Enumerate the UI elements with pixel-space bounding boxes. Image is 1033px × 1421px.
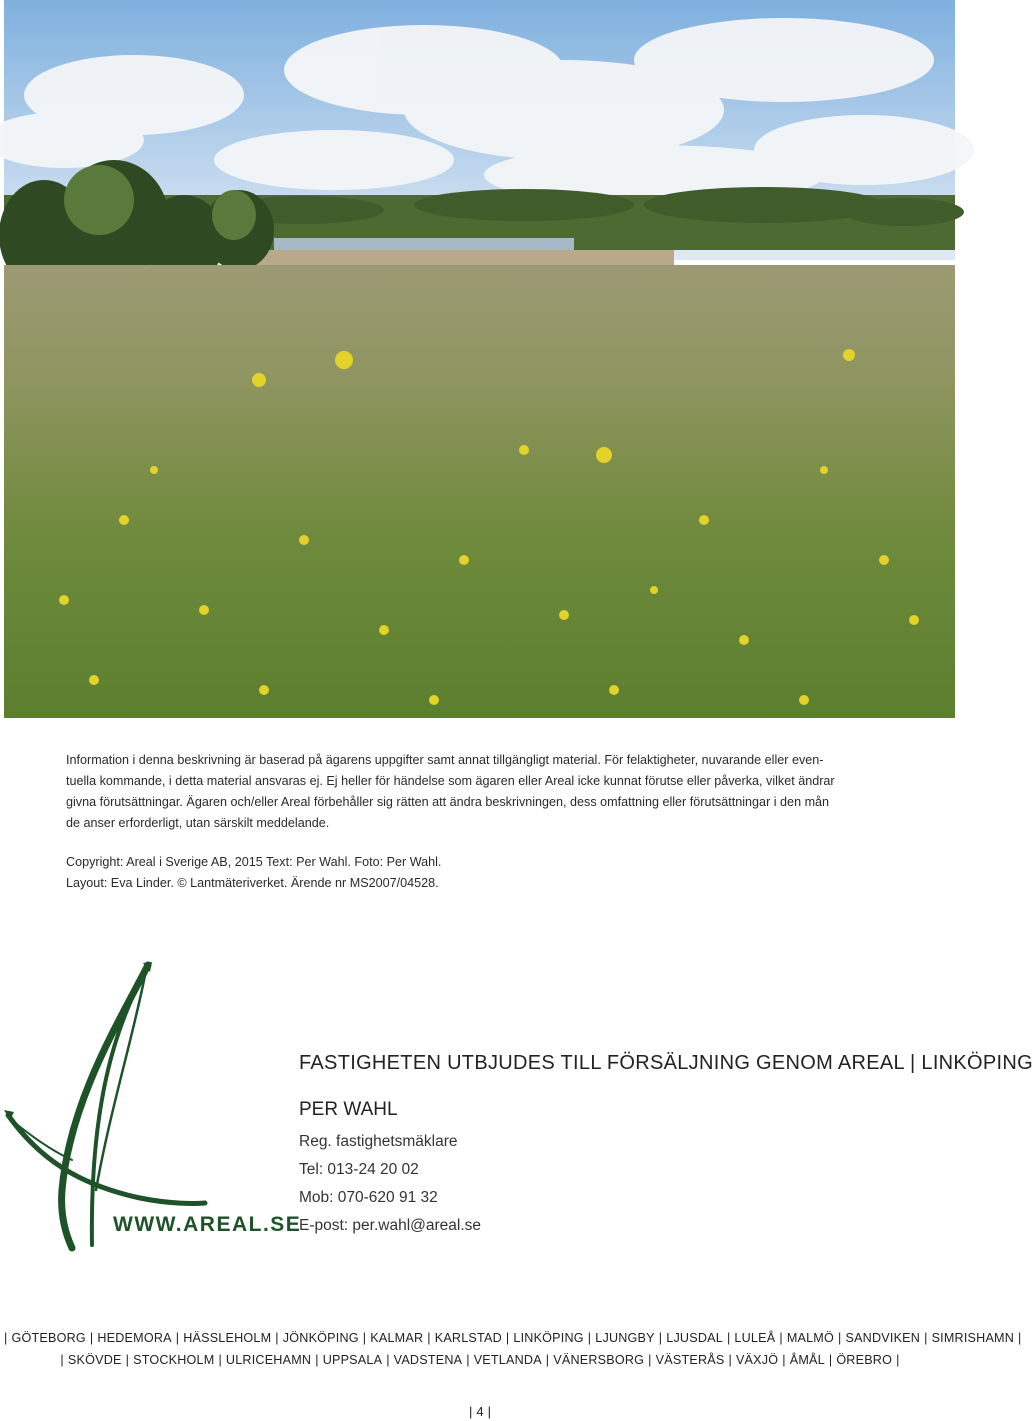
office-link[interactable]: SIMRISHAMN xyxy=(931,1331,1015,1345)
office-link[interactable]: UPPSALA xyxy=(322,1353,383,1367)
office-link[interactable]: LULEÅ xyxy=(734,1331,776,1345)
office-link[interactable]: ÅMÅL xyxy=(789,1353,825,1367)
office-link[interactable]: VADSTENA xyxy=(393,1353,463,1367)
areal-logo xyxy=(0,960,302,1260)
office-link[interactable]: HÄSSLEHOLM xyxy=(183,1331,272,1345)
disclaimer-line: Information i denna beskrivning är baserad på ägarens uppgifter samt annat tillgängligt material. För felaktigheter, nuvarande eller even- xyxy=(66,753,824,767)
office-list-row-1: | GÖTEBORG | HEDEMORA | HÄSSLEHOLM | JÖNKÖPING | KALMAR | KARLSTAD | LINKÖPING | LJUNGBY | LJUSDAL | LULEÅ | MALMÖ | SANDVIKEN | SIMRISHAMN | xyxy=(4,1331,1022,1345)
office-link[interactable]: VÄXJÖ xyxy=(735,1353,779,1367)
website-url[interactable]: WWW.AREAL.SE xyxy=(113,1213,302,1236)
office-link[interactable]: VÄSTERÅS xyxy=(655,1353,725,1367)
office-link[interactable]: KARLSTAD xyxy=(434,1331,502,1345)
office-link[interactable]: ULRICEHAMN xyxy=(225,1353,312,1367)
office-link[interactable]: HEDEMORA xyxy=(97,1331,172,1345)
disclaimer-line: de anser erforderligt, utan särskilt meddelande. xyxy=(66,816,330,830)
disclaimer-text xyxy=(66,750,876,834)
landscape-photo xyxy=(4,0,955,718)
credits-line-layout: Layout: Eva Linder. © Lantmäteriverket. Ärende nr MS2007/04528. xyxy=(66,876,439,890)
office-link[interactable]: VÄNERSBORG xyxy=(553,1353,645,1367)
sale-headline: FASTIGHETEN UTBJUDES TILL FÖRSÄLJNING GENOM AREAL | LINKÖPING xyxy=(299,1052,1033,1074)
office-link[interactable]: SKÖVDE xyxy=(67,1353,122,1367)
credits xyxy=(66,852,766,894)
office-link[interactable]: ÖREBRO xyxy=(836,1353,893,1367)
agent-name: PER WAHL xyxy=(299,1099,398,1120)
credits-line-copyright: Copyright: Areal i Sverige AB, 2015 Text: Per Wahl. Foto: Per Wahl. xyxy=(66,855,442,869)
disclaimer-line: tuella kommande, i detta material ansvaras ej. Ej heller för händelse som ägaren eller Areal icke kunnat förutse eller påverka, vilket ändrar xyxy=(66,774,835,788)
agent-title: Reg. fastighetsmäklare xyxy=(299,1133,458,1150)
agent-email[interactable]: E-post: per.wahl@areal.se xyxy=(299,1217,482,1234)
office-link[interactable]: MALMÖ xyxy=(786,1331,834,1345)
page-number-value: 4 xyxy=(476,1404,484,1419)
office-list-row-2: | SKÖVDE | STOCKHOLM | ULRICEHAMN | UPPSALA | VADSTENA | VETLANDA | VÄNERSBORG | VÄSTERÅS | VÄXJÖ | ÅMÅL | ÖREBRO | xyxy=(60,1353,900,1367)
office-link[interactable]: LJUSDAL xyxy=(666,1331,723,1345)
office-link[interactable]: LINKÖPING xyxy=(513,1331,584,1345)
office-link[interactable]: SANDVIKEN xyxy=(845,1331,921,1345)
office-link[interactable]: JÖNKÖPING xyxy=(282,1331,359,1345)
disclaimer-line: givna förutsättningar. Ägaren och/eller Areal förbehåller sig rätten att ändra beskrivningen, dess omfattning eller förutsättningar i den mån xyxy=(66,795,830,809)
office-link[interactable]: KALMAR xyxy=(370,1331,424,1345)
agent-mobile[interactable]: Mob: 070-620 91 32 xyxy=(299,1189,438,1206)
meadow-landscape-image xyxy=(4,0,955,718)
agent-phone[interactable]: Tel: 013-24 20 02 xyxy=(299,1161,419,1178)
office-link[interactable]: LJUNGBY xyxy=(595,1331,655,1345)
office-link[interactable]: VETLANDA xyxy=(473,1353,542,1367)
office-link[interactable]: STOCKHOLM xyxy=(133,1353,215,1367)
page-number: | 4 | xyxy=(468,1404,491,1419)
contact-block xyxy=(299,1050,1033,1240)
office-link[interactable]: GÖTEBORG xyxy=(11,1331,86,1345)
